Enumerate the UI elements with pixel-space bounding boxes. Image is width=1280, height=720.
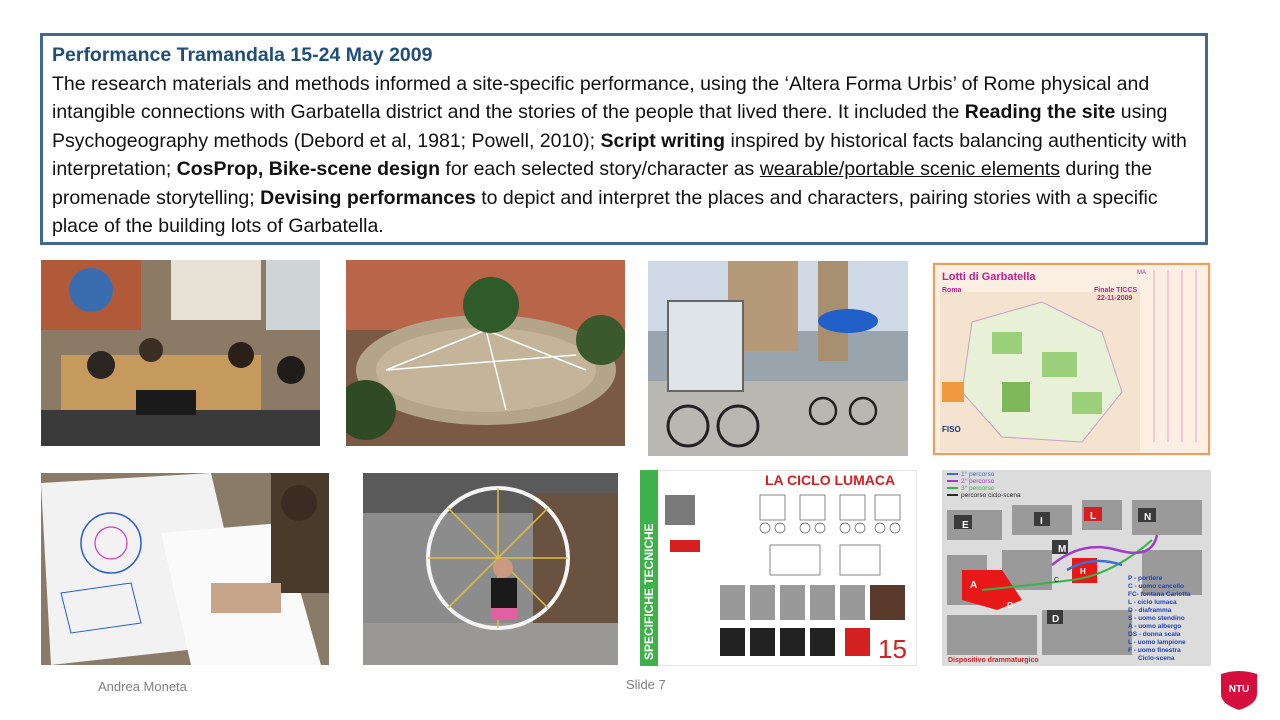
legend-item: 3° percorso bbox=[961, 485, 995, 492]
map-event: Finale TICCS bbox=[1094, 287, 1138, 294]
description-text bbox=[52, 70, 1196, 241]
ntu-logo bbox=[1221, 668, 1257, 710]
slide-title: Performance Tramandala 15-24 May 2009 bbox=[52, 44, 433, 66]
block-label: A bbox=[970, 580, 978, 591]
map-caption: Dispositivo drammaturgico bbox=[948, 657, 1039, 664]
sheet-number: 15 bbox=[878, 634, 907, 664]
piazza-photo bbox=[346, 260, 625, 446]
map-title: Lotti di Garbatella bbox=[942, 271, 1036, 283]
text-part: to depict and interpret the places and characters, pairing stories with a specific place of the building lots of Garbatella. bbox=[52, 186, 1158, 237]
key-item: L - ciclo lumaca bbox=[1128, 599, 1177, 606]
key-item: FC- fontana Carlotta bbox=[1128, 591, 1191, 598]
bike-scene-photo bbox=[648, 261, 908, 456]
slide-number: Slide 7 bbox=[626, 677, 666, 692]
footer-author: Andrea Moneta bbox=[98, 679, 187, 694]
map-date: 22-11-2009 bbox=[1097, 295, 1133, 302]
wheel-bike-photo bbox=[363, 473, 618, 665]
text-bold: CosProp, Bike-scene design bbox=[176, 158, 440, 180]
map-subtitle: Roma bbox=[942, 287, 962, 294]
text-bold: Reading the site bbox=[964, 101, 1116, 123]
workshop-photo bbox=[41, 260, 320, 446]
text-part: The research materials and methods informed a site-specific performance, using the ‘Altera Forma Urbis’ of Rome physical and intangible connections with Garbatella district and the stories of the people that lived there. It included the bbox=[52, 72, 1150, 123]
text-part: for each selected story/character as bbox=[439, 158, 760, 180]
block-label: G bbox=[1007, 601, 1014, 610]
block-label: D bbox=[1052, 614, 1060, 625]
block-label: M bbox=[1058, 544, 1067, 555]
block-label: N bbox=[1144, 512, 1152, 523]
block-label: I bbox=[1040, 516, 1043, 527]
key-item: D - diaframma bbox=[1128, 607, 1172, 614]
sheet-title: LA CICLO LUMACA bbox=[765, 472, 896, 488]
map-tag: MA bbox=[1137, 270, 1146, 276]
text-bold: Script writing bbox=[600, 129, 726, 152]
block-label: C bbox=[1054, 577, 1060, 584]
description-box bbox=[40, 33, 1208, 245]
logo-text: NTU bbox=[1228, 684, 1250, 695]
text-bold: Devising performances bbox=[260, 186, 476, 209]
ciclo-lumaca-spec-sheet bbox=[640, 470, 917, 666]
legend-item: 2° percorso bbox=[961, 478, 995, 485]
legend-item: percorso ciclo-scena bbox=[961, 492, 1021, 499]
fiso-logo: FISO bbox=[942, 425, 961, 434]
key-item: DS - donna scala bbox=[1128, 631, 1181, 638]
garbatella-orienteering-map bbox=[932, 262, 1211, 456]
key-item: A - uomo albergo bbox=[1128, 623, 1182, 630]
text-part: during the promenade storytelling; bbox=[52, 158, 1153, 209]
text-part: inspired by historical facts balancing authenticity with interpretation; bbox=[52, 129, 1187, 180]
drawing-plans-photo bbox=[41, 473, 329, 665]
key-item: Ciclo-scena bbox=[1138, 655, 1175, 662]
key-item: F - uomo finestra bbox=[1128, 647, 1181, 654]
block-label: L bbox=[1090, 511, 1097, 522]
legend-item: 1° percorso bbox=[961, 471, 995, 478]
sheet-vertical-title: SPECIFICHE TECNICHE bbox=[642, 523, 656, 660]
key-item: C - uomo cancello bbox=[1128, 583, 1184, 590]
key-item: P - portiere bbox=[1128, 575, 1163, 582]
key-item: S - uomo stendino bbox=[1128, 615, 1185, 622]
block-label: H bbox=[1080, 567, 1086, 576]
block-label: E bbox=[962, 520, 969, 531]
text-underlined: wearable/portable scenic elements bbox=[759, 158, 1060, 180]
dramaturgical-route-map bbox=[942, 470, 1211, 666]
key-item: L - uomo lampione bbox=[1128, 639, 1186, 646]
text-part: using Psychogeography methods (Debord et al, 1981; Powell, 2010); bbox=[52, 101, 1168, 152]
